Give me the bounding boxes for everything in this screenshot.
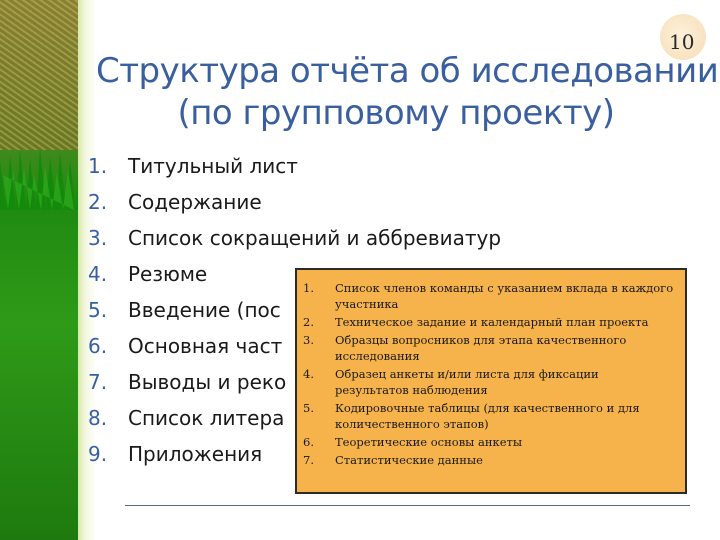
item-text: Титульный лист xyxy=(128,154,298,178)
appendix-number: 6. xyxy=(303,435,314,449)
item-text: Основная част xyxy=(128,334,283,358)
list-item xyxy=(88,220,708,256)
appendix-text: Статистические данные xyxy=(335,453,483,467)
item-text: Выводы и реко xyxy=(128,370,287,394)
appendix-callout-box xyxy=(295,268,687,494)
page-number: 10 xyxy=(669,30,695,54)
appendix-number: 7. xyxy=(303,453,314,467)
appendix-number: 3. xyxy=(303,333,314,347)
item-number: 8. xyxy=(88,406,108,430)
appendix-list xyxy=(303,280,675,468)
appendix-item xyxy=(303,434,675,450)
item-text: Список литера xyxy=(128,406,285,430)
item-number: 5. xyxy=(88,298,108,322)
item-text: Список сокращений и аббревиатур xyxy=(128,226,502,250)
appendix-item xyxy=(303,366,675,398)
appendix-number: 1. xyxy=(303,281,314,295)
title-line-2: (по групповому проекту) xyxy=(177,93,615,133)
appendix-text: Образец анкеты и/или листа для фиксации результатов наблюдения xyxy=(335,367,599,397)
item-number: 1. xyxy=(88,154,108,178)
item-text: Приложения xyxy=(128,442,263,466)
appendix-number: 4. xyxy=(303,367,314,381)
item-text: Резюме xyxy=(128,262,208,286)
slide-title xyxy=(96,50,719,134)
appendix-number: 5. xyxy=(303,401,314,415)
appendix-text: Теоретические основы анкеты xyxy=(335,435,523,449)
appendix-text: Список членов команды с указанием вклада в каждого участника xyxy=(335,281,674,311)
item-number: 7. xyxy=(88,370,108,394)
appendix-number: 2. xyxy=(303,315,314,329)
item-number: 9. xyxy=(88,442,108,466)
appendix-text: Образцы вопросников для этапа качественного исследования xyxy=(335,333,627,363)
appendix-text: Техническое задание и календарный план проекта xyxy=(335,315,649,329)
appendix-item xyxy=(303,314,675,330)
item-number: 3. xyxy=(88,226,108,250)
item-number: 4. xyxy=(88,262,108,286)
appendix-item xyxy=(303,280,675,312)
bottom-divider xyxy=(125,505,690,506)
item-text: Содержание xyxy=(128,190,262,214)
list-item xyxy=(88,148,708,184)
appendix-item xyxy=(303,332,675,364)
appendix-item xyxy=(303,400,675,432)
left-texture-panel xyxy=(0,0,78,150)
grass-decoration xyxy=(0,140,78,210)
item-number: 6. xyxy=(88,334,108,358)
list-item xyxy=(88,184,708,220)
item-number: 2. xyxy=(88,190,108,214)
item-text: Введение (пос xyxy=(128,298,281,322)
appendix-item xyxy=(303,452,675,468)
title-line-1: Структура отчёта об исследовании xyxy=(96,51,719,91)
appendix-text: Кодировочные таблицы (для качественного и для количественного этапов) xyxy=(335,401,640,431)
